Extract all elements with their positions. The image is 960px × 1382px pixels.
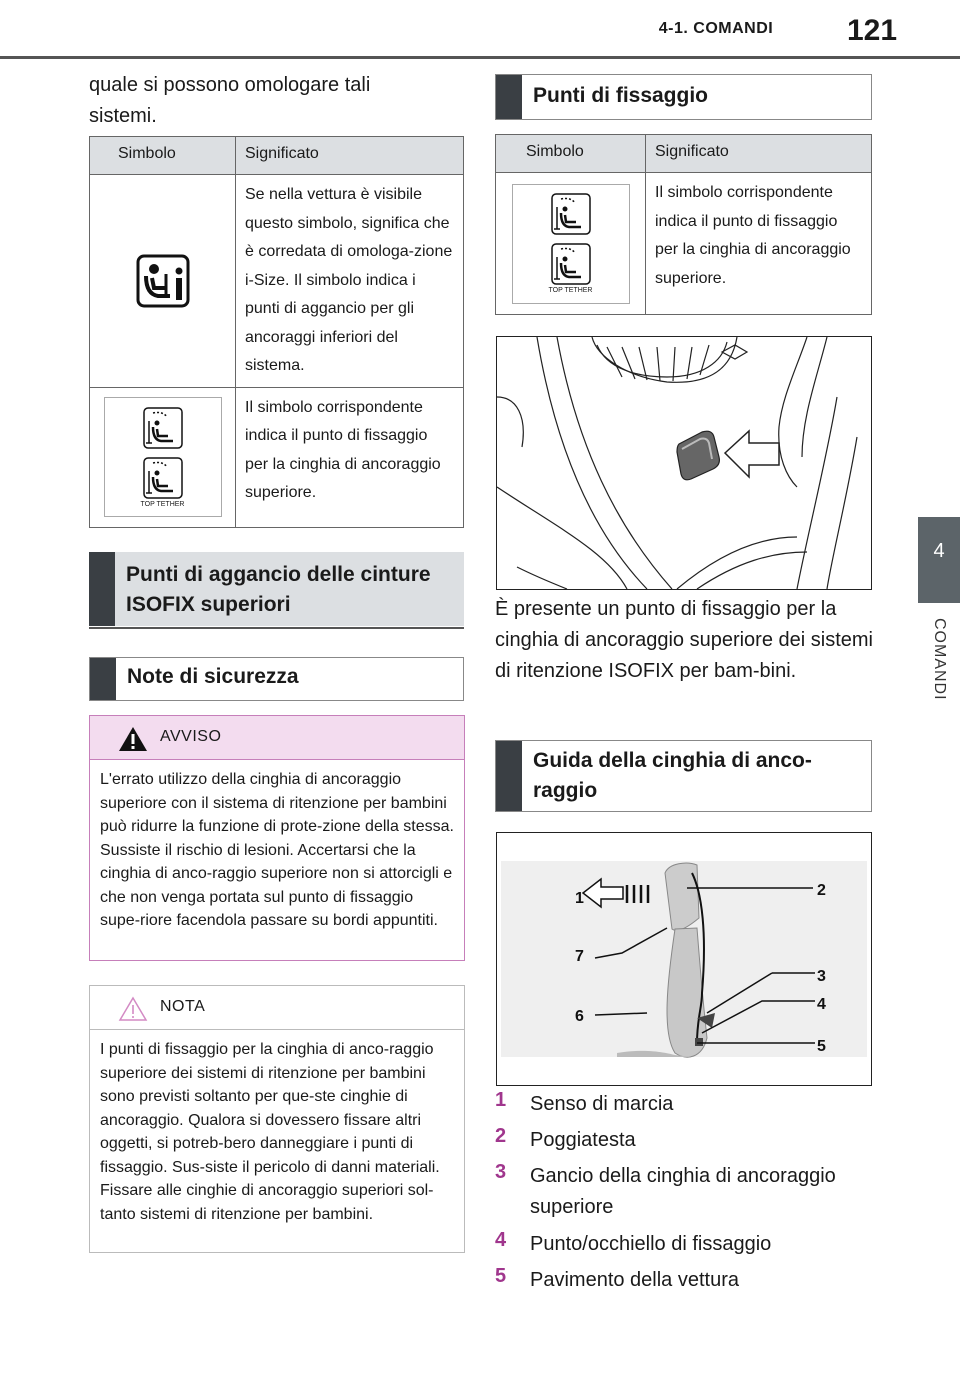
warning-label: AVVISO bbox=[160, 728, 222, 745]
symbol-cell bbox=[90, 387, 236, 527]
warning-header bbox=[90, 716, 464, 760]
callout-6: 6 bbox=[575, 1008, 584, 1025]
section-heading-safety bbox=[89, 657, 464, 701]
anchor-point-figure bbox=[496, 336, 872, 590]
callout-7: 7 bbox=[575, 948, 584, 965]
note-box bbox=[89, 985, 465, 1253]
legend-text: Gancio della cinghia di ancoraggio superiore bbox=[530, 1165, 836, 1218]
note-header bbox=[90, 986, 464, 1030]
chapter-tab-number: 4 bbox=[933, 540, 945, 562]
section-heading-fixing-points bbox=[495, 74, 872, 120]
note-label: NOTA bbox=[160, 998, 206, 1015]
symbol-cell bbox=[496, 173, 646, 315]
top-tether-caption: TOP TETHER bbox=[548, 287, 593, 294]
legend-text: Punto/occhiello di fissaggio bbox=[530, 1233, 772, 1255]
warning-box bbox=[89, 715, 465, 961]
section-heading-upper-points bbox=[89, 552, 464, 626]
callout-1: 1 bbox=[575, 890, 584, 907]
column-header-symbol: Simbolo bbox=[496, 135, 646, 173]
section-bar bbox=[90, 658, 116, 700]
chapter-tab-label: COMANDI bbox=[931, 618, 948, 701]
legend-number: 2 bbox=[495, 1125, 507, 1147]
header-divider bbox=[0, 56, 960, 59]
legend-number: 1 bbox=[495, 1089, 507, 1111]
callout-5: 5 bbox=[817, 1038, 826, 1055]
column-header-meaning: Significato bbox=[646, 135, 872, 173]
top-tether-icon bbox=[104, 397, 222, 517]
section-bar bbox=[89, 552, 115, 626]
section-bar bbox=[496, 741, 522, 811]
section-heading-strap-guide bbox=[495, 740, 872, 812]
note-text: I punti di fissaggio per la cinghia di anco-raggio superiore dei sistemi di ritenzione per bambini sono previsti soltanto per que-ste cinghie di ancoraggio. Qualora si dovessero fissare altri oggetti, si potreb-bero danneggiare i punti di fissaggio. Sus-siste il pericolo di danni materiali. Fissare alle cinghie di ancoraggio superiori sol-tanto sistemi di ritenzione per bambini. bbox=[100, 1041, 440, 1223]
symbol-cell bbox=[90, 175, 236, 388]
meaning-cell: Se nella vettura è visibile questo simbolo, significa che è corredata di omologa-zione i-Size. Il simbolo indica i punti di aggancio per gli ancoraggi inferiori del sistema. bbox=[236, 175, 464, 388]
warning-text: L'errato utilizzo della cinghia di ancoraggio superiore con il sistema di ritenzione per bambini può ridurre la funzione di prote-zione della stessa. Sussiste il rischio di lesioni. Accertarsi che la cinghia di anco-raggio superiore non si attorcigli e che non venga portata sul punto di fissaggio supe-riore facendola passare su bordi appuntiti. bbox=[100, 771, 454, 929]
legend-number: 4 bbox=[495, 1229, 507, 1251]
strap-guide-figure bbox=[496, 832, 872, 1086]
fixing-description: È presente un punto di fissaggio per la cinghia di ancoraggio superiore dei sistemi di ritenzione ISOFIX per bam-bini. bbox=[495, 598, 873, 682]
caution-triangle-icon bbox=[118, 996, 148, 1022]
legend-text: Senso di marcia bbox=[530, 1093, 674, 1115]
strap-guide-illustration bbox=[497, 833, 871, 1085]
section-heading-text: Punti di fissaggio bbox=[533, 84, 709, 107]
intro-text: quale si possono omologare tali sistemi. bbox=[89, 74, 371, 127]
isofix-i-size-icon bbox=[136, 254, 190, 308]
section-title: 4-1. COMANDI bbox=[658, 20, 774, 37]
page-number: 121 bbox=[846, 14, 898, 47]
section-heading-text: Punti di aggancio delle cinture ISOFIX superiori bbox=[126, 563, 431, 616]
legend-text: Pavimento della vettura bbox=[530, 1269, 740, 1291]
legend-text: Poggiatesta bbox=[530, 1129, 636, 1151]
legend-number: 5 bbox=[495, 1265, 507, 1287]
section-underline bbox=[89, 627, 464, 629]
meaning-cell: Il simbolo corrispondente indica il punto di fissaggio per la cinghia di ancoraggio superiore. bbox=[646, 173, 872, 315]
symbol-table-left bbox=[89, 136, 464, 528]
warning-triangle-icon bbox=[118, 726, 148, 752]
anchor-point-illustration bbox=[497, 337, 871, 589]
callout-4: 4 bbox=[817, 996, 826, 1013]
column-header-meaning: Significato bbox=[236, 137, 464, 175]
symbol-table-right bbox=[495, 134, 872, 315]
callout-2: 2 bbox=[817, 882, 826, 899]
section-heading-text: Guida della cinghia di anco-raggio bbox=[533, 749, 812, 802]
section-bar bbox=[496, 75, 522, 119]
legend-number: 3 bbox=[495, 1161, 507, 1183]
section-heading-text: Note di sicurezza bbox=[127, 665, 299, 688]
top-tether-icon bbox=[512, 184, 630, 304]
callout-3: 3 bbox=[817, 968, 826, 985]
column-header-symbol: Simbolo bbox=[90, 137, 236, 175]
meaning-cell: Il simbolo corrispondente indica il punto di fissaggio per la cinghia di ancoraggio superiore. bbox=[236, 387, 464, 527]
top-tether-caption: TOP TETHER bbox=[140, 500, 185, 508]
